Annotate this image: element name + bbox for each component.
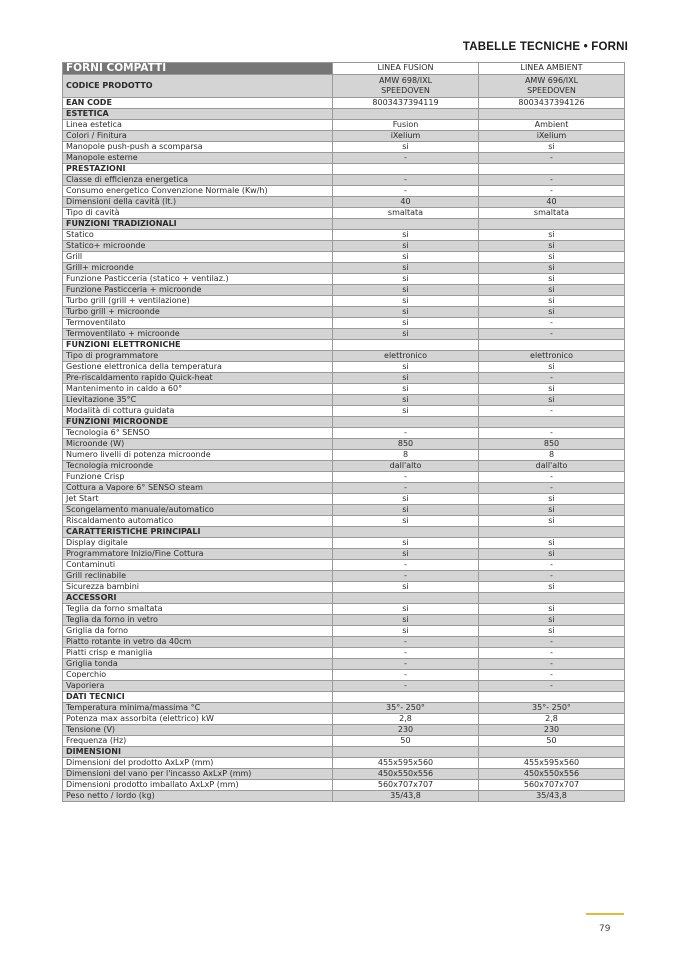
row-label: Dimensioni prodotto imballato AxLxP (mm) <box>63 779 333 790</box>
row-label: Turbo grill (grill + ventilazione) <box>63 295 333 306</box>
row-label: Dimensioni della cavità (lt.) <box>63 196 333 207</box>
table-row <box>63 427 625 438</box>
table-row <box>63 779 625 790</box>
row-label: Dimensioni del vano per l'incasso AxLxP (mm) <box>63 768 333 779</box>
product-code-ambient <box>479 74 625 97</box>
value-ambient: 230 <box>479 724 625 735</box>
table-row <box>63 515 625 526</box>
value-ambient <box>479 339 625 350</box>
row-label: Teglia da forno in vetro <box>63 614 333 625</box>
table-row <box>63 229 625 240</box>
value-fusion: 35°- 250° <box>333 702 479 713</box>
row-label: Linea estetica <box>63 119 333 130</box>
column-header-fusion: LINEA FUSION <box>333 63 479 75</box>
table-row <box>63 438 625 449</box>
value-fusion: si <box>333 548 479 559</box>
section-label: ESTETICA <box>63 108 333 119</box>
section-header-row <box>63 592 625 603</box>
value-ambient: dall'alto <box>479 460 625 471</box>
value-ambient: si <box>479 625 625 636</box>
value-ambient: 35°- 250° <box>479 702 625 713</box>
row-label: Scongelamento manuale/automatico <box>63 504 333 515</box>
row-label: Numero livelli di potenza microonde <box>63 449 333 460</box>
value-fusion <box>333 592 479 603</box>
row-label: Funzione Crisp <box>63 471 333 482</box>
value-fusion <box>333 691 479 702</box>
value-ambient: si <box>479 306 625 317</box>
table-row <box>63 493 625 504</box>
value-ambient: si <box>479 240 625 251</box>
row-label: Mantenimento in caldo a 60° <box>63 383 333 394</box>
value-fusion: si <box>333 295 479 306</box>
row-label: Manopole esterne <box>63 152 333 163</box>
section-header-row <box>63 108 625 119</box>
table-row <box>63 284 625 295</box>
value-fusion: si <box>333 306 479 317</box>
row-label: Programmatore Inizio/Fine Cottura <box>63 548 333 559</box>
table-row <box>63 680 625 691</box>
table-title-row <box>63 63 625 75</box>
value-fusion: - <box>333 174 479 185</box>
row-label: Tipo di cavità <box>63 207 333 218</box>
table-row <box>63 361 625 372</box>
value-ambient: elettronico <box>479 350 625 361</box>
row-label: Teglia da forno smaltata <box>63 603 333 614</box>
value-fusion: si <box>333 405 479 416</box>
row-label: Tecnologia microonde <box>63 460 333 471</box>
row-label: Lievitazione 35°C <box>63 394 333 405</box>
row-label: Termoventilato <box>63 317 333 328</box>
value-ambient: - <box>479 185 625 196</box>
table-row <box>63 548 625 559</box>
table-row <box>63 306 625 317</box>
value-ambient: - <box>479 405 625 416</box>
table-row <box>63 460 625 471</box>
table-row <box>63 295 625 306</box>
row-label: Grill reclinabile <box>63 570 333 581</box>
table-row <box>63 735 625 746</box>
value-ambient: si <box>479 394 625 405</box>
product-code-ambient-line: SPEEDOVEN <box>527 85 576 95</box>
row-label: Colori / Finitura <box>63 130 333 141</box>
value-fusion: - <box>333 559 479 570</box>
value-fusion: si <box>333 504 479 515</box>
table-row <box>63 482 625 493</box>
value-fusion: si <box>333 317 479 328</box>
value-ambient: si <box>479 493 625 504</box>
value-ambient: iXelium <box>479 130 625 141</box>
value-fusion: si <box>333 328 479 339</box>
table-row <box>63 581 625 592</box>
value-ambient: - <box>479 570 625 581</box>
table-row <box>63 658 625 669</box>
value-ambient: - <box>479 482 625 493</box>
row-label: Cottura a Vapore 6° SENSO steam <box>63 482 333 493</box>
value-fusion: si <box>333 240 479 251</box>
value-ambient <box>479 218 625 229</box>
value-fusion: - <box>333 669 479 680</box>
value-ambient <box>479 691 625 702</box>
value-fusion: si <box>333 361 479 372</box>
value-fusion: si <box>333 372 479 383</box>
row-label: Griglia tonda <box>63 658 333 669</box>
value-fusion: si <box>333 537 479 548</box>
value-fusion <box>333 416 479 427</box>
product-code-label: CODICE PRODOTTO <box>63 74 333 97</box>
value-ambient: - <box>479 680 625 691</box>
row-label: Grill <box>63 251 333 262</box>
row-label: Contaminuti <box>63 559 333 570</box>
section-label: FUNZIONI ELETTRONICHE <box>63 339 333 350</box>
spec-table <box>62 62 625 802</box>
table-row <box>63 196 625 207</box>
table-row <box>63 130 625 141</box>
row-label: Potenza max assorbita (elettrico) kW <box>63 713 333 724</box>
table-row <box>63 394 625 405</box>
value-ambient <box>479 108 625 119</box>
section-label: CARATTERISTICHE PRINCIPALI <box>63 526 333 537</box>
product-code-row <box>63 74 625 97</box>
ean-code-fusion: 8003437394119 <box>333 97 479 108</box>
table-row <box>63 405 625 416</box>
table-row <box>63 152 625 163</box>
value-fusion: - <box>333 647 479 658</box>
value-ambient: 850 <box>479 438 625 449</box>
value-fusion: si <box>333 515 479 526</box>
value-fusion: - <box>333 636 479 647</box>
row-label: Consumo energetico Convenzione Normale (Kw/h) <box>63 185 333 196</box>
table-row <box>63 504 625 515</box>
row-label: Peso netto / lordo (kg) <box>63 790 333 801</box>
value-fusion: - <box>333 482 479 493</box>
table-row <box>63 174 625 185</box>
value-ambient: 560x707x707 <box>479 779 625 790</box>
value-fusion: 40 <box>333 196 479 207</box>
value-ambient: si <box>479 262 625 273</box>
section-header-row <box>63 416 625 427</box>
value-ambient <box>479 163 625 174</box>
row-label: Pre-riscaldamento rapido Quick-heat <box>63 372 333 383</box>
value-fusion: si <box>333 141 479 152</box>
value-ambient: si <box>479 361 625 372</box>
product-code-fusion <box>333 74 479 97</box>
value-fusion: si <box>333 273 479 284</box>
value-fusion: si <box>333 251 479 262</box>
value-ambient: 50 <box>479 735 625 746</box>
value-fusion: elettronico <box>333 350 479 361</box>
table-row <box>63 757 625 768</box>
value-fusion: si <box>333 229 479 240</box>
value-ambient: si <box>479 537 625 548</box>
value-ambient: si <box>479 383 625 394</box>
section-header-row <box>63 218 625 229</box>
value-ambient: 40 <box>479 196 625 207</box>
row-label: Statico+ microonde <box>63 240 333 251</box>
row-label: Gestione elettronica della temperatura <box>63 361 333 372</box>
value-fusion: si <box>333 493 479 504</box>
value-ambient: - <box>479 372 625 383</box>
value-fusion: si <box>333 262 479 273</box>
table-row <box>63 603 625 614</box>
value-ambient: si <box>479 229 625 240</box>
spec-table-body <box>63 63 625 802</box>
value-fusion: si <box>333 284 479 295</box>
value-ambient: - <box>479 471 625 482</box>
value-fusion: 230 <box>333 724 479 735</box>
value-ambient: - <box>479 152 625 163</box>
row-label: Modalità di cottura guidata <box>63 405 333 416</box>
value-fusion: si <box>333 581 479 592</box>
value-ambient: si <box>479 284 625 295</box>
product-code-fusion-model: AMW 698/IXL <box>378 75 433 85</box>
section-header-title: TABELLE TECNICHE • FORNI <box>462 41 628 53</box>
value-ambient: - <box>479 636 625 647</box>
value-ambient: 35/43,8 <box>479 790 625 801</box>
table-row <box>63 141 625 152</box>
table-row <box>63 724 625 735</box>
row-label: Funzione Pasticceria (statico + ventilaz.) <box>63 273 333 284</box>
row-label: Termoventilato + microonde <box>63 328 333 339</box>
value-ambient: 450x550x556 <box>479 768 625 779</box>
row-label: Manopole push-push a scomparsa <box>63 141 333 152</box>
table-row <box>63 636 625 647</box>
value-fusion <box>333 746 479 757</box>
section-header-row <box>63 691 625 702</box>
row-label: Microonde (W) <box>63 438 333 449</box>
row-label: Riscaldamento automatico <box>63 515 333 526</box>
section-label: DIMENSIONI <box>63 746 333 757</box>
value-fusion <box>333 339 479 350</box>
section-label: ACCESSORI <box>63 592 333 603</box>
row-label: Display digitale <box>63 537 333 548</box>
value-fusion: Fusion <box>333 119 479 130</box>
row-label: Frequenza (Hz) <box>63 735 333 746</box>
value-fusion: 8 <box>333 449 479 460</box>
row-label: Piatto rotante in vetro da 40cm <box>63 636 333 647</box>
value-ambient: 8 <box>479 449 625 460</box>
product-code-ambient-model: AMW 696/IXL <box>524 75 579 85</box>
footer-accent-line <box>586 913 624 915</box>
value-fusion: 455x595x560 <box>333 757 479 768</box>
section-header-row <box>63 526 625 537</box>
value-fusion: si <box>333 603 479 614</box>
page-number: 79 <box>599 924 611 934</box>
value-fusion: 35/43,8 <box>333 790 479 801</box>
value-fusion: - <box>333 152 479 163</box>
section-label: FUNZIONI MICROONDE <box>63 416 333 427</box>
section-label: DATI TECNICI <box>63 691 333 702</box>
value-ambient <box>479 746 625 757</box>
row-label: Piatti crisp e maniglia <box>63 647 333 658</box>
row-label: Tensione (V) <box>63 724 333 735</box>
row-label: Grill+ microonde <box>63 262 333 273</box>
value-ambient <box>479 526 625 537</box>
value-ambient: - <box>479 427 625 438</box>
table-row <box>63 185 625 196</box>
table-row <box>63 328 625 339</box>
section-header-row <box>63 746 625 757</box>
value-ambient: si <box>479 273 625 284</box>
value-ambient: - <box>479 174 625 185</box>
value-ambient: si <box>479 504 625 515</box>
table-row <box>63 625 625 636</box>
value-ambient: - <box>479 669 625 680</box>
value-fusion: si <box>333 383 479 394</box>
value-ambient: si <box>479 603 625 614</box>
value-fusion: 2,8 <box>333 713 479 724</box>
row-label: Jet Start <box>63 493 333 504</box>
ean-code-ambient: 8003437394126 <box>479 97 625 108</box>
row-label: Tecnologia 6° SENSO <box>63 427 333 438</box>
table-row <box>63 350 625 361</box>
table-row <box>63 702 625 713</box>
value-ambient: Ambient <box>479 119 625 130</box>
value-fusion: 50 <box>333 735 479 746</box>
ean-code-label: EAN CODE <box>63 97 333 108</box>
value-fusion: - <box>333 658 479 669</box>
row-label: Sicurezza bambini <box>63 581 333 592</box>
row-label: Tipo di programmatore <box>63 350 333 361</box>
row-label: Temperatura minima/massima °C <box>63 702 333 713</box>
row-label: Vaporiera <box>63 680 333 691</box>
table-row <box>63 570 625 581</box>
value-ambient: si <box>479 581 625 592</box>
value-fusion: iXelium <box>333 130 479 141</box>
value-fusion: - <box>333 471 479 482</box>
row-label: Dimensioni del prodotto AxLxP (mm) <box>63 757 333 768</box>
section-header-row <box>63 339 625 350</box>
value-ambient: si <box>479 295 625 306</box>
value-fusion: - <box>333 185 479 196</box>
table-row <box>63 317 625 328</box>
table-row <box>63 669 625 680</box>
section-label: PRESTAZIONI <box>63 163 333 174</box>
table-row <box>63 559 625 570</box>
value-fusion <box>333 526 479 537</box>
value-fusion: dall'alto <box>333 460 479 471</box>
value-fusion: 560x707x707 <box>333 779 479 790</box>
row-label: Coperchio <box>63 669 333 680</box>
value-ambient: - <box>479 647 625 658</box>
value-fusion: si <box>333 614 479 625</box>
value-fusion: 850 <box>333 438 479 449</box>
table-row <box>63 614 625 625</box>
table-row <box>63 713 625 724</box>
row-label: Griglia da forno <box>63 625 333 636</box>
value-fusion: 450x550x556 <box>333 768 479 779</box>
product-code-fusion-line: SPEEDOVEN <box>381 85 430 95</box>
ean-code-row <box>63 97 625 108</box>
value-ambient: - <box>479 328 625 339</box>
table-row <box>63 537 625 548</box>
value-fusion: si <box>333 394 479 405</box>
row-label: Classe di efficienza energetica <box>63 174 333 185</box>
value-ambient: smaltata <box>479 207 625 218</box>
value-ambient <box>479 416 625 427</box>
table-row <box>63 372 625 383</box>
value-ambient: si <box>479 548 625 559</box>
table-row <box>63 262 625 273</box>
value-fusion: - <box>333 570 479 581</box>
section-label: FUNZIONI TRADIZIONALI <box>63 218 333 229</box>
value-ambient: 455x595x560 <box>479 757 625 768</box>
value-fusion <box>333 163 479 174</box>
value-fusion: - <box>333 427 479 438</box>
column-header-ambient: LINEA AMBIENT <box>479 63 625 75</box>
value-ambient: - <box>479 658 625 669</box>
row-label: Statico <box>63 229 333 240</box>
table-row <box>63 471 625 482</box>
table-row <box>63 790 625 801</box>
value-fusion: - <box>333 680 479 691</box>
table-row <box>63 119 625 130</box>
value-ambient: si <box>479 614 625 625</box>
table-row <box>63 647 625 658</box>
table-row <box>63 207 625 218</box>
value-fusion: si <box>333 625 479 636</box>
row-label: Funzione Pasticceria + microonde <box>63 284 333 295</box>
value-fusion <box>333 108 479 119</box>
table-row <box>63 449 625 460</box>
value-ambient: si <box>479 141 625 152</box>
table-row <box>63 251 625 262</box>
table-title: FORNI COMPATTI <box>63 63 333 75</box>
value-fusion <box>333 218 479 229</box>
value-fusion: smaltata <box>333 207 479 218</box>
section-header-row <box>63 163 625 174</box>
table-row <box>63 768 625 779</box>
value-ambient <box>479 592 625 603</box>
value-ambient: - <box>479 317 625 328</box>
table-row <box>63 383 625 394</box>
table-row <box>63 273 625 284</box>
row-label: Turbo grill + microonde <box>63 306 333 317</box>
value-ambient: si <box>479 515 625 526</box>
value-ambient: 2,8 <box>479 713 625 724</box>
value-ambient: - <box>479 559 625 570</box>
table-row <box>63 240 625 251</box>
value-ambient: si <box>479 251 625 262</box>
